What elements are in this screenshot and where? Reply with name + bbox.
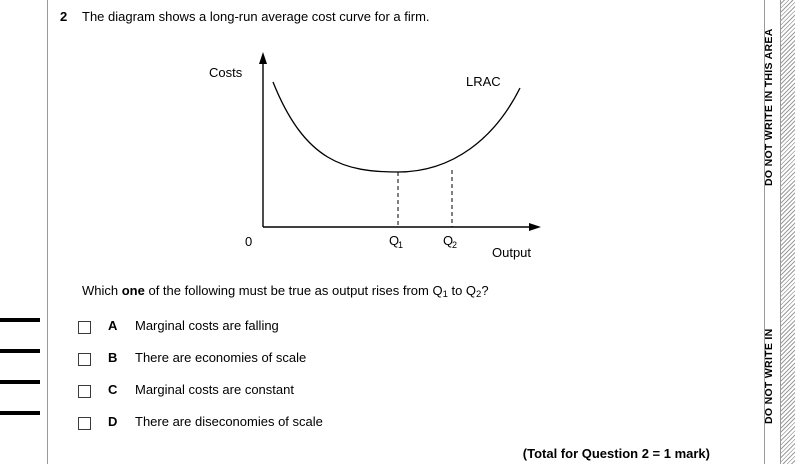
option-text-a: Marginal costs are falling [135,318,279,333]
option-text-b: There are economies of scale [135,350,307,365]
option-text-d: There are diseconomies of scale [135,414,323,429]
checkbox-d[interactable] [78,417,91,430]
origin-label: 0 [245,234,253,249]
option-row-a[interactable] [78,318,678,350]
option-row-d[interactable] [78,414,678,446]
margin-hatch-pattern [780,0,795,464]
y-axis-label: Costs [209,65,243,80]
answer-options [78,318,678,446]
prompt-emphasis: one [121,283,145,298]
prompt-sub-1: 1 [442,289,448,300]
option-row-b[interactable] [78,350,678,382]
prompt-text-4: ? [481,283,489,298]
x-axis-label: Output [492,245,532,260]
prompt-text-3: to Q [447,283,477,298]
prompt-text-2: of the following must be true as output rises from Q [144,283,443,298]
total-marks-label: (Total for Question 2 = 1 mark) [522,446,710,461]
option-letter-a: A [108,318,118,333]
option-row-c[interactable] [78,382,678,414]
left-margin-rule [47,0,48,464]
margin-note-bottom: DO NOT WRITE IN [763,328,775,424]
edge-mark [0,318,40,322]
margin-note-top: DO NOT WRITE IN THIS AREA [763,28,775,186]
checkbox-b[interactable] [78,353,91,366]
tick-label-q1: Q [389,233,400,248]
edge-mark [0,411,40,415]
question-number: 2 [60,9,68,24]
prompt-sub-2: 2 [476,289,482,300]
lrac-diagram [195,50,565,265]
question-prompt [82,283,489,298]
option-text-c: Marginal costs are constant [135,382,294,397]
tick-label-q1-sub: 1 [398,240,404,250]
option-letter-d: D [108,414,118,429]
question-stem: The diagram shows a long-run average cost curve for a firm. [82,9,430,24]
tick-label-q2-sub: 2 [452,240,458,250]
curve-label: LRAC [466,74,501,89]
edge-mark [0,380,40,384]
prompt-text-1: Which [82,283,122,298]
edge-mark [0,349,40,353]
option-letter-b: B [108,350,118,365]
checkbox-a[interactable] [78,321,91,334]
tick-label-q2: Q [443,233,454,248]
checkbox-c[interactable] [78,385,91,398]
option-letter-c: C [108,382,118,397]
left-edge-marks [0,318,40,442]
